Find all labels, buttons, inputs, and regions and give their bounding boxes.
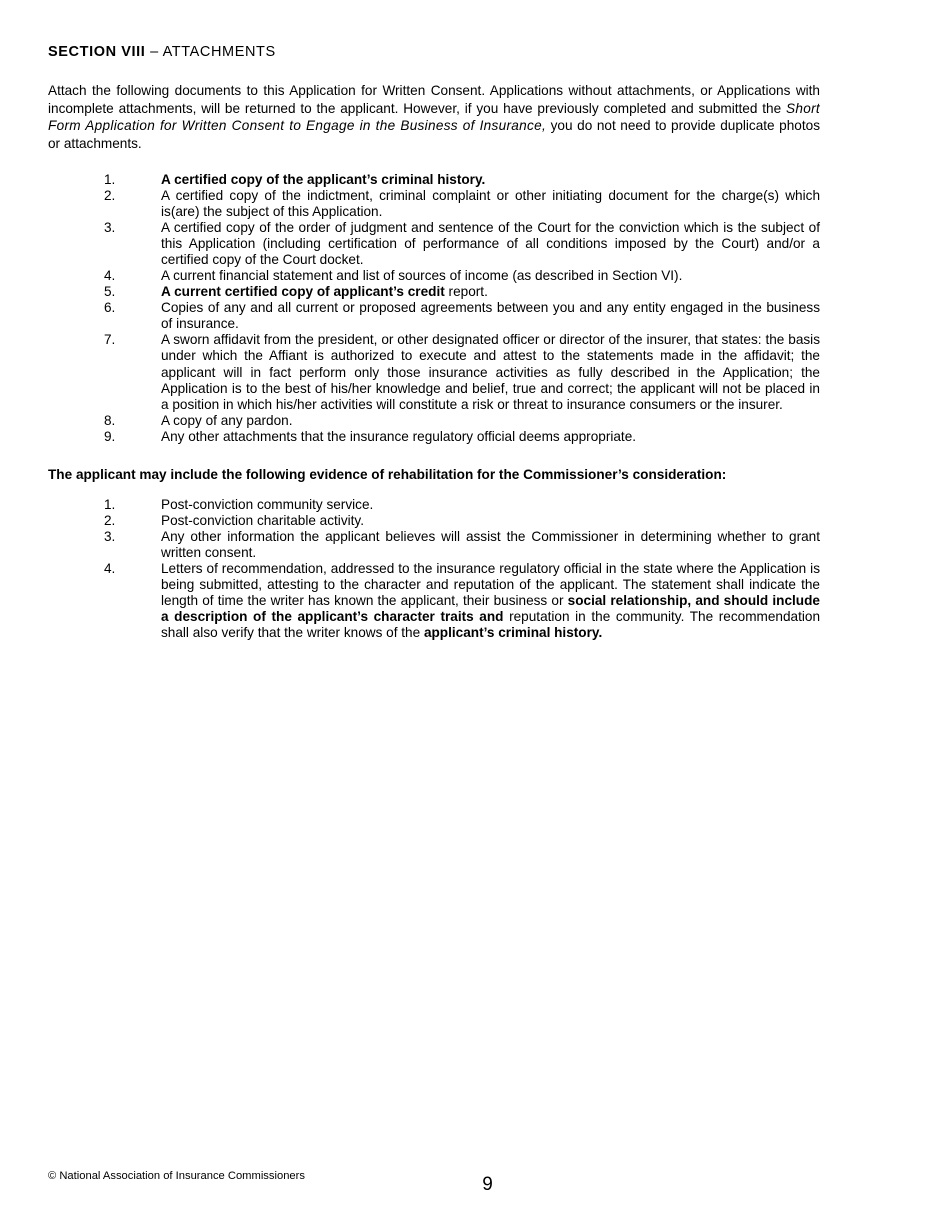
list-item-number: 1. [104, 172, 116, 188]
list-item [48, 300, 820, 332]
list-item-number: 2. [104, 188, 116, 204]
intro-italic-title: Short Form Application for Written Consent to Engage in the Business of Insurance, [48, 100, 820, 134]
list-item-number: 1. [104, 496, 116, 512]
list-item-text: report. [444, 284, 488, 300]
list-item-bold-prefix: A current certified copy of applicant’s credit [161, 284, 445, 300]
list-item-bold-middle: social relationship, and should include a description of the applicant’s character traits and [161, 593, 820, 625]
section-title-number: SECTION VIII [48, 44, 146, 60]
list-item [48, 284, 820, 300]
list-item [48, 220, 820, 268]
list-item [48, 172, 820, 188]
list-item-number: 4. [104, 268, 116, 284]
list-item-number: 4. [104, 561, 116, 577]
list-item-number: 3. [104, 529, 116, 545]
list-item-number: 9. [104, 428, 116, 444]
list-item-text: Copies of any and all current or proposed agreements between you and any entity engaged in the business of insurance. [161, 300, 820, 332]
list-item-number: 7. [104, 332, 116, 348]
rehabilitation-list [48, 497, 820, 641]
list-item-number: 6. [104, 300, 116, 316]
list-item [48, 413, 820, 429]
intro-text-part2: you do not need to provide duplicate photos or attachments. [48, 118, 820, 151]
list-item-text: A copy of any pardon. [161, 412, 293, 428]
list-item [48, 429, 820, 445]
intro-text-part1: Attach the following documents to this Application for Written Consent. Applications without attachments, or Applications with incomplete attachments, will be returned to the applicant. However, if you have previously completed and submitted the [48, 83, 820, 116]
section-title-separator: – [145, 44, 163, 60]
rehabilitation-heading: The applicant may include the following evidence of rehabilitation for the Commissioner’s consideration: [48, 466, 727, 482]
list-item-text: Any other attachments that the insurance regulatory official deems appropriate. [161, 428, 637, 444]
list-item-text-part1: Letters of recommendation, addressed to the insurance regulatory official in the state where the Application is being submitted, attesting to the character and reputation of the applicant. The statement shall indicate the length of time the writer has known the applicant, their business or [161, 561, 820, 609]
list-item [48, 268, 820, 284]
list-item-text: A current financial statement and list of sources of income (as described in Section VI). [161, 268, 683, 284]
page-title [48, 44, 820, 60]
list-item-number: 3. [104, 220, 116, 236]
list-item [48, 497, 820, 513]
list-item [48, 332, 820, 412]
list-item-text: A certified copy of the indictment, criminal complaint or other initiating document for the charge(s) which is(are) the subject of this Application. [161, 188, 820, 220]
list-item-text: A certified copy of the applicant’s criminal history. [161, 172, 486, 188]
copyright-notice: © National Association of Insurance Commissioners [48, 1170, 305, 1182]
list-item-text: A certified copy of the order of judgment and sentence of the Court for the conviction which is the subject of this Application (including certification of performance of all conditions imposed by the Court) and/or a certified copy of the Court docket. [161, 220, 820, 268]
page-footer [48, 1166, 902, 1195]
intro-paragraph [48, 82, 820, 152]
attachments-list [48, 172, 820, 445]
list-item-text-part2: reputation in the community. The recommendation shall also verify that the writer knows of the [161, 609, 821, 641]
list-item-text: A sworn affidavit from the president, or other designated officer or director of the insurer, that states: the basis under which the Affiant is authorized to execute and attest to the statements made in the affidavit; the applicant will in fact perform only those insurance activities as fully described in the Application; the Application is to the best of his/her knowledge and belief, true and correct; the applicant will not be placed in a position in which his/her activities will constitute a risk or threat to insurance consumers or the insurer. [161, 332, 820, 412]
list-item [48, 529, 820, 561]
list-item-bold-end: applicant’s criminal history. [423, 625, 603, 641]
list-item-number: 5. [104, 284, 116, 300]
list-item-number: 8. [104, 412, 116, 428]
list-item [48, 513, 820, 529]
list-item [48, 561, 820, 641]
section-title-text: ATTACHMENTS [162, 44, 276, 60]
list-item-number: 2. [104, 513, 116, 528]
page-number: 9 [482, 1174, 493, 1195]
list-item-text: Post-conviction community service. [161, 496, 374, 512]
list-item-text: Post-conviction charitable activity. [161, 513, 364, 528]
list-item-text: Any other information the applicant believes will assist the Commissioner in determining whether to grant written consent. [161, 529, 820, 561]
list-item [48, 188, 820, 220]
